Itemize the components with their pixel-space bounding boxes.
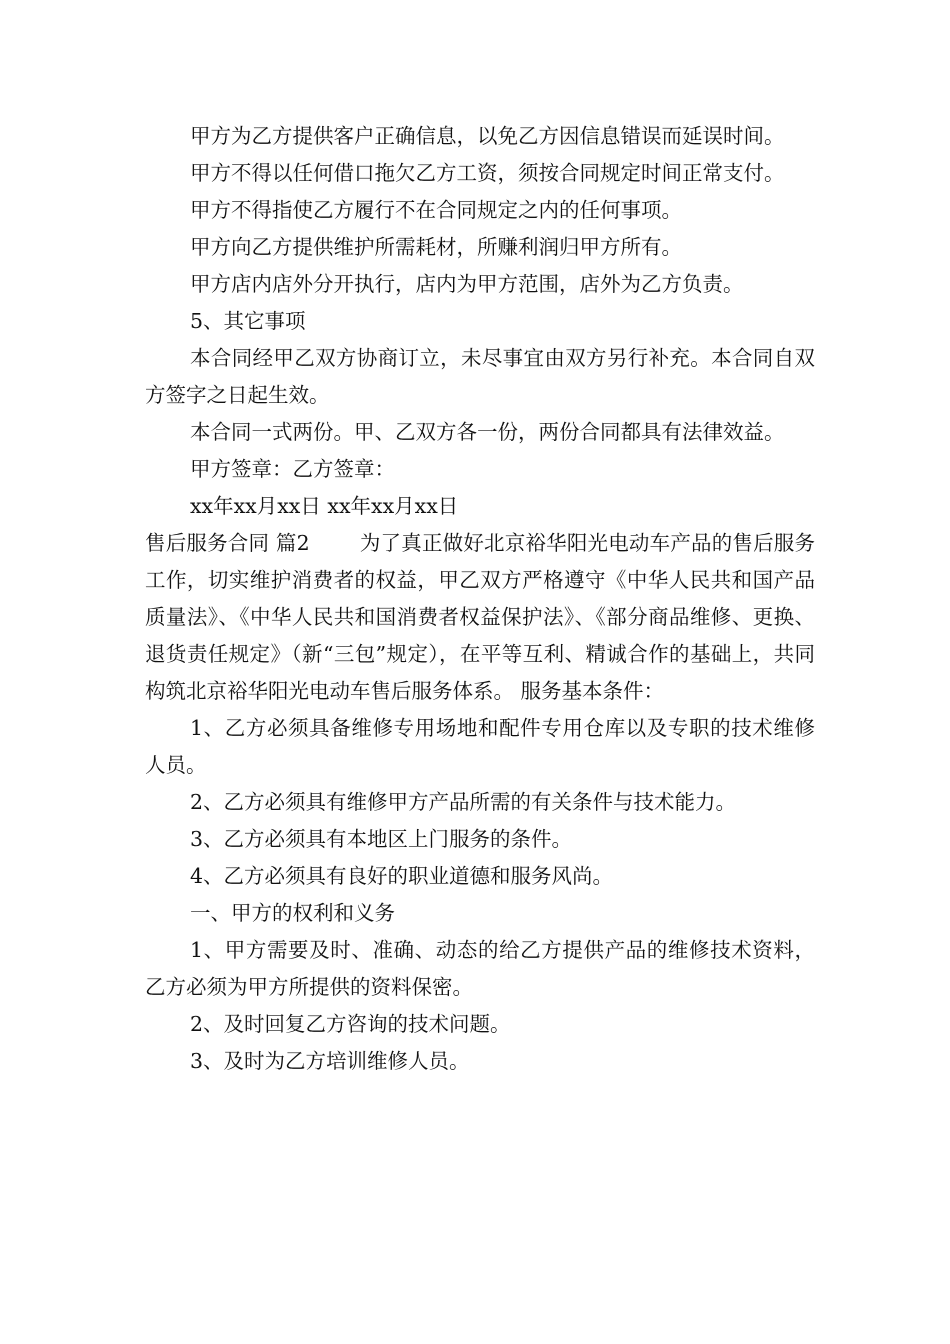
paragraph: 2、乙方必须具有维修甲方产品所需的有关条件与技术能力。 xyxy=(190,790,737,814)
section-heading: 一、甲方的权利和义务 xyxy=(190,901,395,925)
paragraph: 4、乙方必须具有良好的职业道德和服务风尚。 xyxy=(190,864,614,888)
paragraph: 甲方店内店外分开执行，店内为甲方范围，店外为乙方负责。 xyxy=(190,272,744,296)
paragraph: 1、乙方必须具备维修专用场地和配件专用仓库以及专职的技术维修人员。 xyxy=(145,716,815,777)
paragraph: 本合同经甲乙双方协商订立，未尽事宜由双方另行补充。本合同自双方签字之日起生效。 xyxy=(145,346,815,407)
signature-line: 甲方签章：乙方签章： xyxy=(190,457,395,481)
paragraph: 甲方为乙方提供客户正确信息，以免乙方因信息错误而延误时间。 xyxy=(190,124,785,148)
paragraph: 3、乙方必须具有本地区上门服务的条件。 xyxy=(190,827,573,851)
paragraph: 本合同一式两份。甲、乙双方各一份，两份合同都具有法律效益。 xyxy=(190,420,785,444)
date-line: xx年xx月xx日 xx年xx月xx日 xyxy=(190,494,459,518)
paragraph: 甲方向乙方提供维护所需耗材，所赚利润归甲方所有。 xyxy=(190,235,682,259)
section-2-heading: 售后服务合同 篇2 xyxy=(145,531,310,555)
paragraph: 甲方不得以任何借口拖欠乙方工资，须按合同规定时间正常支付。 xyxy=(190,161,785,185)
paragraph: 甲方不得指使乙方履行不在合同规定之内的任何事项。 xyxy=(190,198,682,222)
paragraph: 1、甲方需要及时、准确、动态的给乙方提供产品的维修技术资料，乙方必须为甲方所提供的资料保密。 xyxy=(145,938,815,999)
section-heading: 5、其它事项 xyxy=(190,309,306,333)
paragraph: 2、及时回复乙方咨询的技术问题。 xyxy=(190,1012,511,1036)
section-2-paragraph xyxy=(145,525,815,710)
paragraph: 3、及时为乙方培训维修人员。 xyxy=(190,1049,470,1073)
section-2-intro: 为了真正做好北京裕华阳光电动车产品的售后服务工作，切实维护消费者的权益，甲乙双方严格遵守《中华人民共和国产品质量法》、《中华人民共和国消费者权益保护法》、《部分商品维修、更换、退货责任规定》（新“三包”规定），在平等互利、精诚合作的基础上，共同构筑北京裕华阳光电动车售后服务体系。 服务基本条件： xyxy=(145,531,816,703)
document-body xyxy=(145,118,815,1080)
